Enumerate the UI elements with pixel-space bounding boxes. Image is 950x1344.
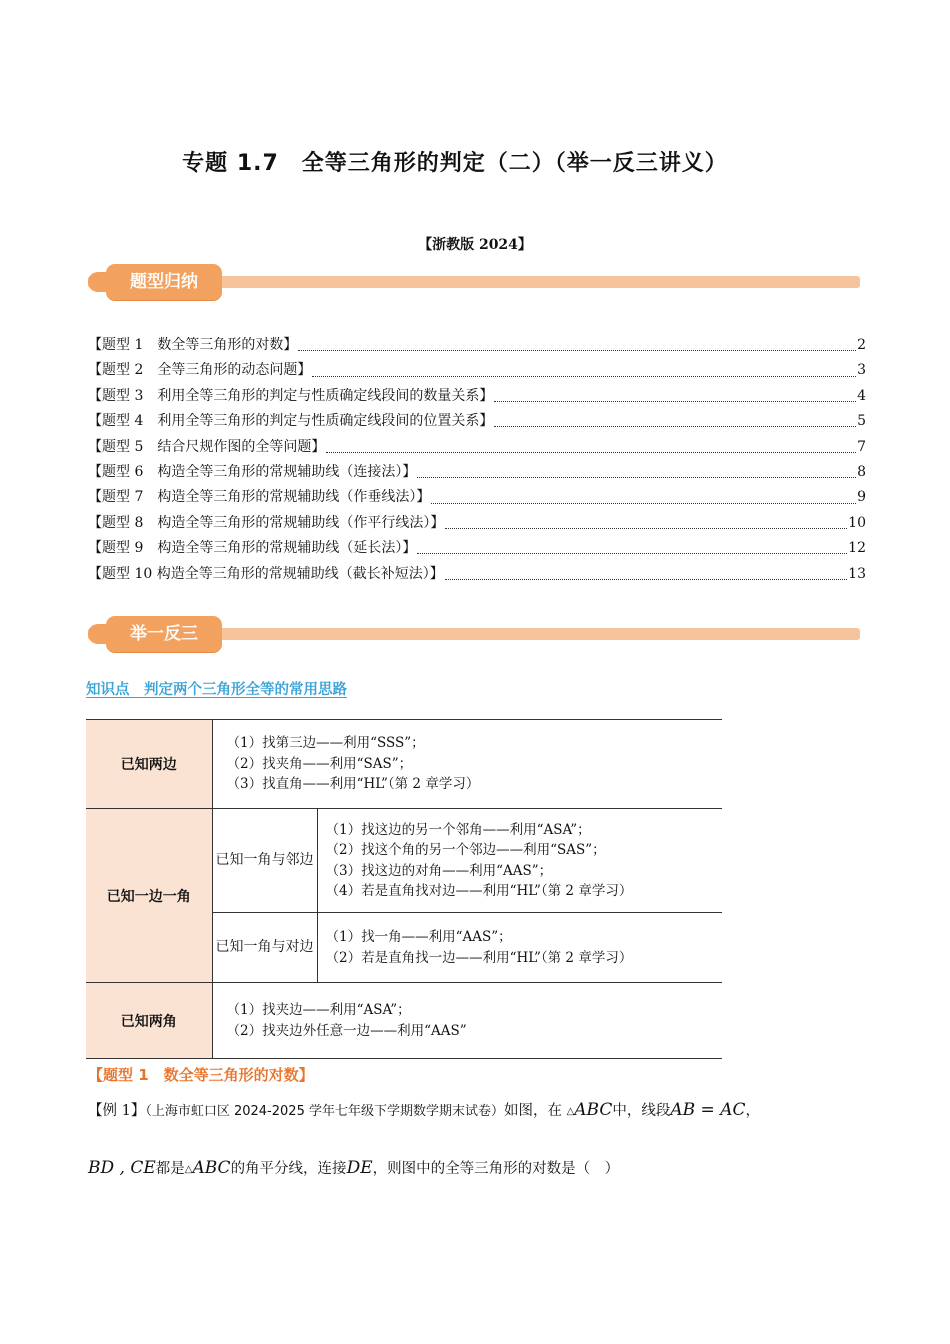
toc-item[interactable]: 【题型 1 数全等三角形的对数】 2 bbox=[88, 337, 866, 353]
example-tag: 【例 1】 bbox=[88, 1103, 146, 1119]
toc-banner-label: 题型归纳 bbox=[106, 264, 222, 300]
triangle-icon: △ bbox=[184, 1164, 193, 1175]
example-source: （上海市虹口区 2024-2025 学年七年级下学期数学期末试卷） bbox=[145, 1104, 504, 1119]
example1-line1: 【例 1】（上海市虹口区 2024-2025 学年七年级下学期数学期末试卷）如图，在 △ABC中，线段AB = AC， bbox=[88, 1100, 760, 1120]
knowledge-point-heading: 知识点 判定两个三角形全等的常用思路 bbox=[86, 682, 347, 698]
two-angles-content: （1）找夹边——利用“ASA”； （2）找夹边外任意一边——利用“AAS” bbox=[212, 983, 722, 1059]
edition-label: 【浙教版 2024】 bbox=[418, 237, 532, 253]
opposite-content: （1）找一角——利用“AAS”； （2）若是直角找一边——利用“HL”（第 2 章学习） bbox=[317, 913, 722, 983]
toc-item[interactable]: 【题型 5 结合尺规作图的全等问题】 7 bbox=[88, 438, 866, 455]
toc-item[interactable]: 【题型 4 利用全等三角形的判定与性质确定线段间的位置关系】 5 bbox=[88, 413, 866, 430]
toc-item[interactable]: 【题型 2 全等三角形的动态问题】 3 bbox=[88, 362, 866, 379]
table-of-contents bbox=[88, 334, 866, 588]
toc-item[interactable]: 【题型 7 构造全等三角形的常规辅助线（作垂线法）】 9 bbox=[88, 489, 866, 506]
table-row bbox=[86, 983, 722, 1059]
sub-head-opposite: 已知一角与对边 bbox=[212, 913, 317, 983]
practice-banner-label: 举一反三 bbox=[106, 616, 222, 652]
adjacent-content: （1）找这边的另一个邻角——利用“ASA”； （2）找这个角的另一个邻边——利用“SAS”； （3）找这边的对角——利用“AAS”； （4）若是直角找对边——利用“HL”（第 2 章学习） bbox=[317, 809, 722, 913]
section-heading-type1: 【题型 1 数全等三角形的对数】 bbox=[88, 1066, 314, 1084]
table-row bbox=[86, 809, 722, 913]
toc-item[interactable]: 【题型 3 利用全等三角形的判定与性质确定线段间的数量关系】 4 bbox=[88, 387, 866, 404]
example1-line2: BD , CE都是△ABC的角平分线，连接DE，则图中的全等三角形的对数是（ ） bbox=[88, 1158, 620, 1178]
triangle-icon: △ bbox=[566, 1106, 575, 1117]
page-title: 专题 1.7 全等三角形的判定（二）（举一反三讲义） bbox=[182, 151, 728, 176]
row-head-two-angles: 已知两角 bbox=[86, 983, 212, 1059]
table-row bbox=[86, 720, 722, 809]
practice-banner bbox=[88, 614, 860, 654]
two-sides-content: （1）找第三边——利用“SSS”； （2）找夹角——利用“SAS”； （3）找直角——利用“HL”（第 2 章学习） bbox=[212, 720, 722, 809]
toc-item[interactable]: 【题型 9 构造全等三角形的常规辅助线（延长法）】 12 bbox=[88, 540, 866, 557]
toc-item[interactable]: 【题型 6 构造全等三角形的常规辅助线（连接法）】 8 bbox=[88, 463, 866, 480]
toc-banner bbox=[88, 262, 860, 302]
knowledge-table bbox=[86, 719, 722, 1059]
row-head-side-angle: 已知一边一角 bbox=[86, 809, 212, 983]
toc-item[interactable]: 【题型 8 构造全等三角形的常规辅助线（作平行线法）】 10 bbox=[88, 514, 866, 531]
toc-item[interactable]: 【题型 10 构造全等三角形的常规辅助线（截长补短法）】 13 bbox=[88, 565, 866, 582]
row-head-two-sides: 已知两边 bbox=[86, 720, 212, 809]
sub-head-adjacent: 已知一角与邻边 bbox=[212, 809, 317, 913]
